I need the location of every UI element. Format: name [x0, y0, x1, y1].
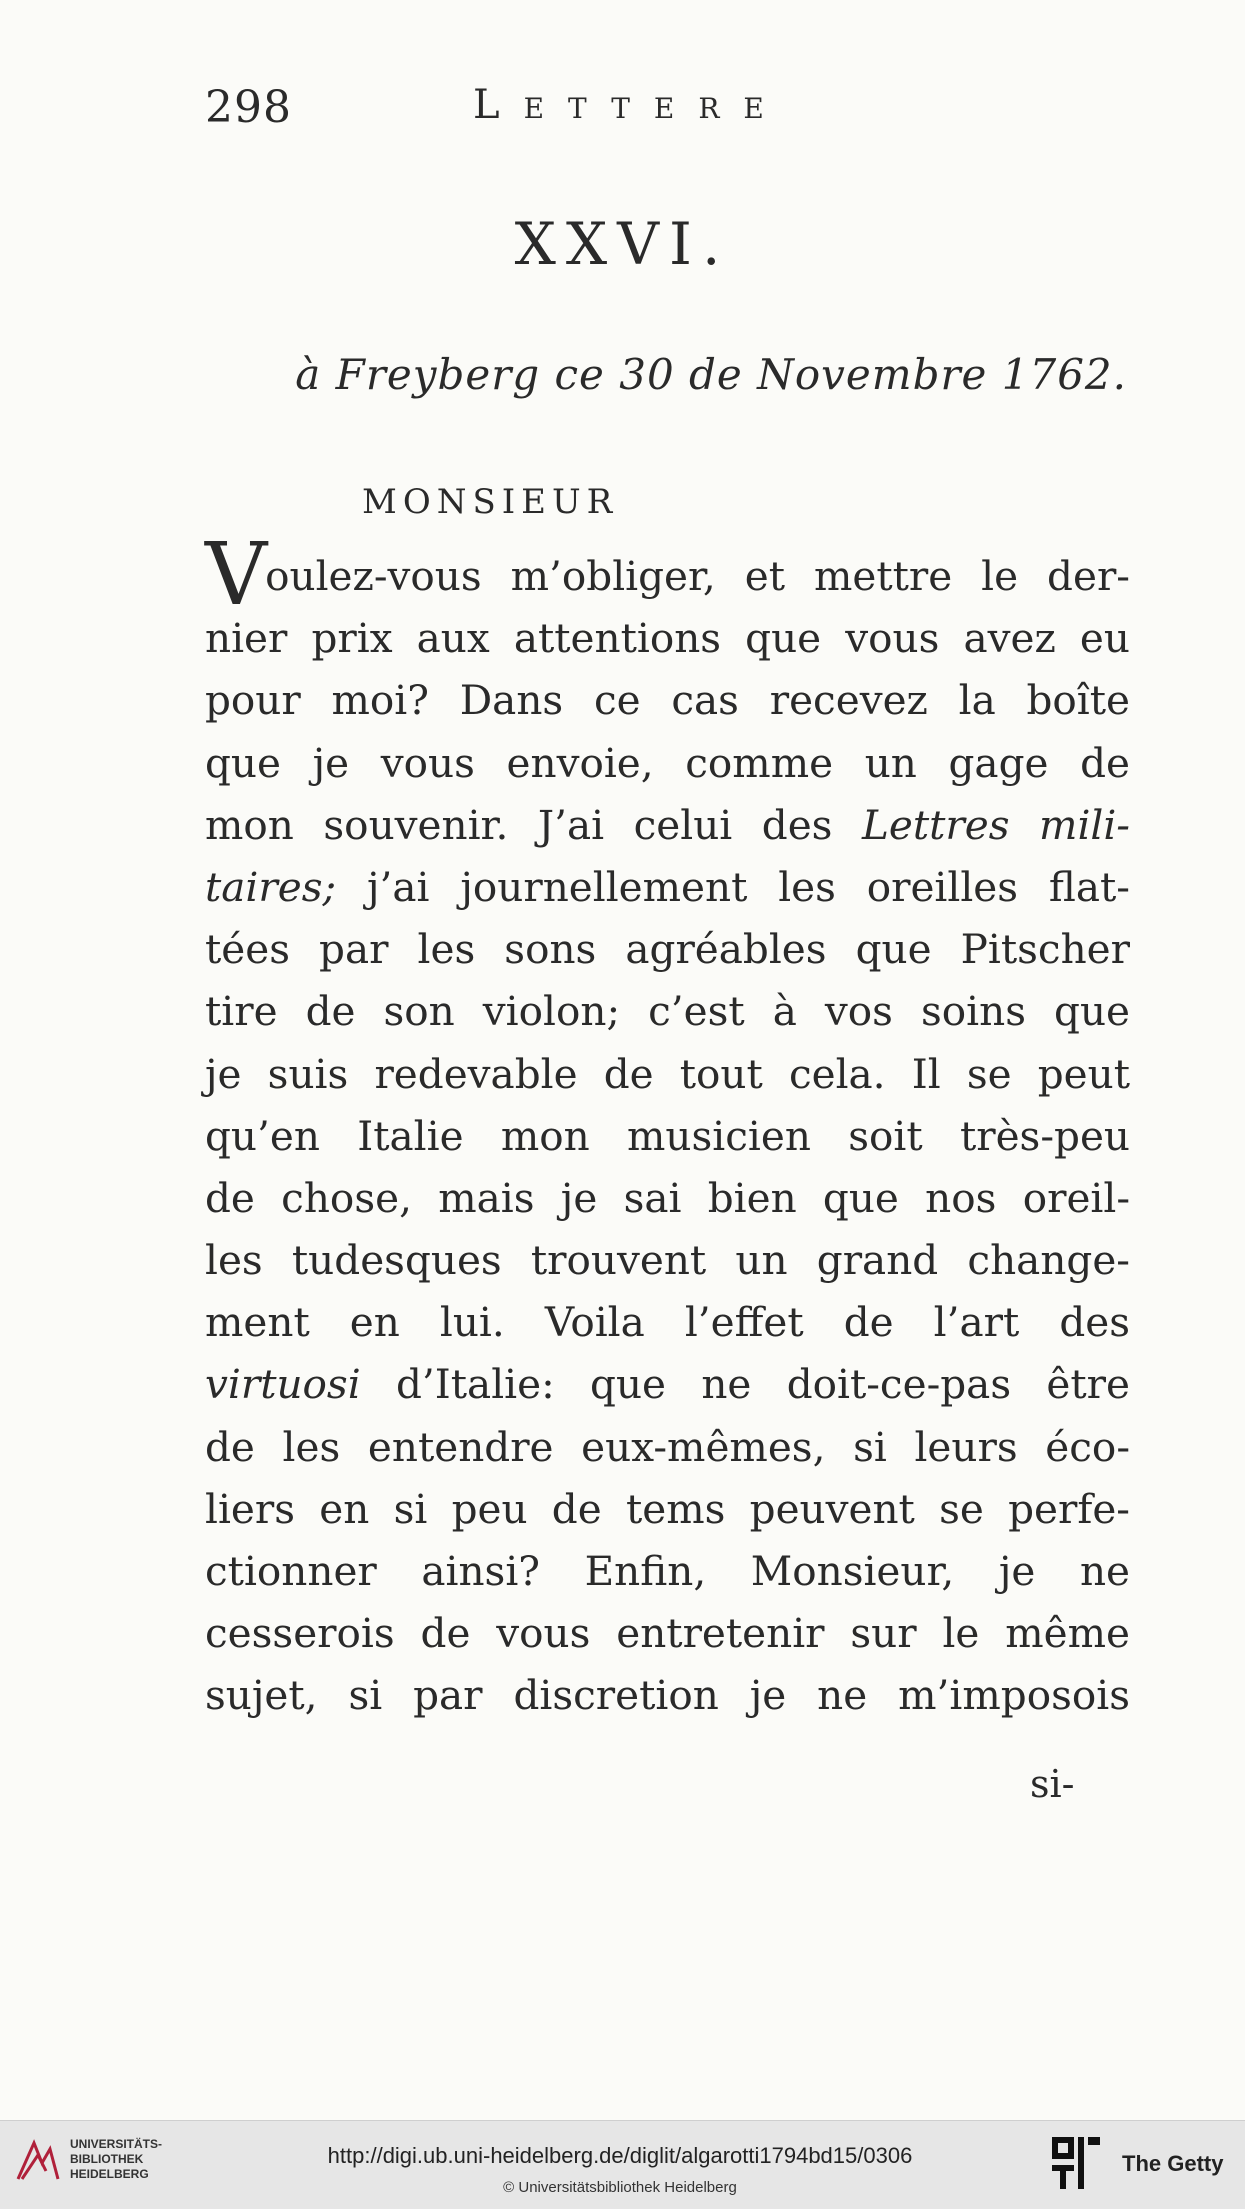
text-segment: j’ai journellement les oreilles flat-	[336, 862, 1130, 911]
text-segment: que je vous envoie, comme un gage de	[205, 738, 1130, 787]
letter-number: XXVI.	[514, 210, 731, 278]
text-line	[205, 525, 1130, 625]
italic-text: Lettres mili-	[861, 800, 1130, 849]
getty-logo-icon	[1050, 2135, 1102, 2191]
text-segment: d’Italie: que ne doit-ce-pas être	[360, 1360, 1130, 1409]
text-segment: mon souvenir. J’ai celui des	[205, 800, 862, 849]
text-segment: de chose, mais je sai bien que nos oreil-	[205, 1173, 1130, 1222]
text-line	[205, 1540, 1130, 1602]
text-segment: oulez-vous m’obliger, et mettre le der-	[265, 552, 1130, 600]
catchword: si-	[1030, 1762, 1075, 1806]
viewer-footer	[0, 2120, 1245, 2209]
text-line	[205, 856, 1130, 918]
text-line	[205, 669, 1130, 731]
text-segment: qu’en Italie mon musicien soit très-peu	[205, 1111, 1130, 1160]
text-segment: je suis redevable de tout cela. Il se peut	[205, 1049, 1130, 1098]
text-segment: de les entendre eux-mêmes, si leurs éco-	[205, 1422, 1130, 1471]
library-name-line: BIBLIOTHEK	[70, 2152, 144, 2166]
text-line	[205, 1353, 1130, 1415]
getty-name: The Getty	[1122, 2151, 1224, 2176]
page-header	[205, 82, 1125, 142]
text-line	[205, 607, 1130, 669]
text-line	[205, 918, 1130, 980]
text-segment: nier prix aux attentions que vous avez eu	[205, 614, 1130, 663]
text-line	[205, 1664, 1130, 1726]
text-line	[205, 1105, 1130, 1167]
text-line	[205, 1167, 1130, 1229]
italic-text: taires;	[205, 862, 337, 911]
drop-cap: V	[205, 525, 268, 625]
place-date: à Freyberg ce 30 de Novembre 1762.	[295, 350, 1127, 399]
library-name-line: HEIDELBERG	[70, 2167, 149, 2181]
text-segment: sujet, si par discretion je ne m’imposois	[205, 1671, 1130, 1720]
italic-text: virtuosi	[205, 1360, 361, 1409]
text-line	[205, 794, 1130, 856]
text-segment: tées par les sons agréables que Pitscher	[205, 925, 1130, 974]
copyright-notice: © Universitätsbibliothek Heidelberg	[503, 2179, 737, 2196]
text-line	[205, 1478, 1130, 1540]
text-line	[205, 980, 1130, 1042]
text-line	[205, 732, 1130, 794]
text-segment: ment en lui. Voila l’effet de l’art des	[205, 1298, 1130, 1347]
salutation: MONSIEUR	[362, 482, 619, 522]
text-segment: tire de son violon; c’est à vos soins que	[205, 987, 1130, 1036]
text-segment: cesserois de vous entretenir sur le même	[205, 1609, 1130, 1658]
text-line	[205, 1602, 1130, 1664]
text-line	[205, 1291, 1130, 1353]
text-segment: les tudesques trouvent un grand change-	[205, 1236, 1130, 1285]
text-segment: liers en si peu de tems peuvent se perfe-	[205, 1484, 1130, 1533]
university-library-logo-icon	[12, 2135, 64, 2187]
library-name	[70, 2137, 162, 2182]
library-name-line: UNIVERSITÄTS-	[70, 2137, 163, 2151]
text-line	[205, 1416, 1130, 1478]
permalink-url[interactable]: http://digi.ub.uni-heidelberg.de/diglit/algarotti1794bd15/0306	[327, 2143, 913, 2168]
letter-body	[205, 525, 1130, 1727]
page-number: 298	[205, 82, 292, 133]
running-head: Lettere	[473, 82, 788, 128]
text-segment: ctionner ainsi? Enfin, Monsieur, je ne	[205, 1547, 1130, 1595]
text-line	[205, 1229, 1130, 1291]
text-segment: pour moi? Dans ce cas recevez la boîte	[205, 676, 1130, 725]
text-line	[205, 1043, 1130, 1105]
